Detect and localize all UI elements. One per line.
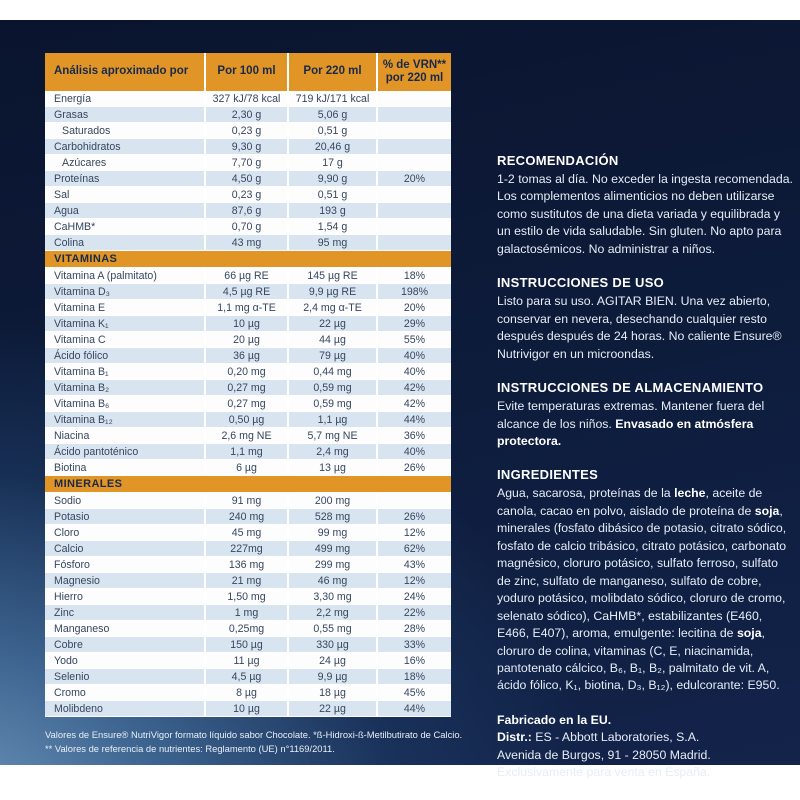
nutrient-name: Vitamina D₃ [45, 284, 205, 300]
vrn-percent-value: 26% [377, 460, 451, 476]
per-220ml-value: 299 mg [288, 557, 377, 573]
per-100ml-value: 6 µg [205, 460, 288, 476]
vrn-percent-value [377, 123, 451, 139]
per-100ml-value: 21 mg [205, 573, 288, 589]
section-header-label: MINERALES [45, 476, 451, 493]
per-100ml-value: 8 µg [205, 685, 288, 701]
per-100ml-value: 20 µg [205, 332, 288, 348]
footnote-line: Valores de Ensure® NutriVigor formato líquido sabor Chocolate. *ß-Hidroxi-ß-Metilbutirato de Calcio. [45, 729, 463, 740]
per-220ml-value: 24 µg [288, 653, 377, 669]
per-100ml-value: 0,25mg [205, 621, 288, 637]
vrn-percent-value: 26% [377, 509, 451, 525]
per-220ml-value: 18 µg [288, 685, 377, 701]
vrn-percent-value: 12% [377, 525, 451, 541]
table-row [45, 155, 451, 171]
vrn-percent-value: 42% [377, 396, 451, 412]
section-heading: INGREDIENTES [497, 467, 599, 483]
nutrition-table-container [45, 53, 463, 756]
table-row [45, 669, 451, 685]
per-220ml-value: 0,59 mg [288, 396, 377, 412]
table-row [45, 557, 451, 573]
per-220ml-value: 17 g [288, 155, 377, 171]
table-row [45, 171, 451, 187]
vrn-percent-value: 198% [377, 284, 451, 300]
per-100ml-value: 1 mg [205, 605, 288, 621]
vrn-percent-value [377, 203, 451, 219]
table-row [45, 203, 451, 219]
recommendation-section [497, 153, 793, 258]
per-100ml-value: 0,27 mg [205, 380, 288, 396]
table-row [45, 268, 451, 284]
per-100ml-value: 9,30 g [205, 139, 288, 155]
per-100ml-value: 1,1 mg [205, 444, 288, 460]
vrn-percent-value: 55% [377, 332, 451, 348]
vrn-percent-value: 16% [377, 653, 451, 669]
per-220ml-value: 22 µg [288, 701, 377, 717]
vrn-percent-value: 40% [377, 348, 451, 364]
nutrient-name: Cobre [45, 637, 205, 653]
vrn-percent-value [377, 219, 451, 235]
per-220ml-value: 1,1 µg [288, 412, 377, 428]
per-220ml-value: 5,7 mg NE [288, 428, 377, 444]
per-220ml-value: 193 g [288, 203, 377, 219]
footnote-line: ** Valores de referencia de nutrientes: Reglamento (UE) n°1169/2011. [45, 743, 335, 755]
vrn-percent-value: 18% [377, 669, 451, 685]
nutrition-table-body [45, 91, 451, 717]
per-220ml-value: 9,90 g [288, 171, 377, 187]
table-row [45, 509, 451, 525]
table-row [45, 444, 451, 460]
vrn-percent-value: 24% [377, 589, 451, 605]
per-220ml-value: 13 µg [288, 460, 377, 476]
table-row [45, 187, 451, 203]
vrn-percent-value: 43% [377, 557, 451, 573]
table-row [45, 139, 451, 155]
nutrient-name: Cloro [45, 525, 205, 541]
nutrient-name: Agua [45, 203, 205, 219]
section-paragraph: Evite temperaturas extremas. Mantener fuera del alcance de los niños. Envasado en atmósfera protectora. [497, 399, 765, 448]
usage-instructions-section [497, 275, 793, 363]
vrn-percent-value: 28% [377, 621, 451, 637]
per-100ml-value: 150 µg [205, 637, 288, 653]
table-row [45, 621, 451, 637]
per-220ml-value: 145 µg RE [288, 268, 377, 284]
table-row [45, 348, 451, 364]
section-paragraph: 1-2 tomas al día. No exceder la ingesta recomendada. Los complementos alimenticios no deben utilizarse como sustitutos de una dieta variada y equilibrada y un estilo de vida saludable. Sin gluten. No apto para galactosémicos. No administrar a niños. [497, 172, 793, 256]
nutrient-name: Vitamina B₁ [45, 364, 205, 380]
table-row [45, 685, 451, 701]
nutrient-name: Energía [45, 91, 205, 107]
per-100ml-value: 11 µg [205, 653, 288, 669]
vrn-percent-value: 44% [377, 412, 451, 428]
nutrition-facts-table [45, 53, 451, 717]
per-100ml-value: 4,5 µg [205, 669, 288, 685]
per-100ml-value: 0,50 µg [205, 412, 288, 428]
per-100ml-value: 4,5 µg RE [205, 284, 288, 300]
per-220ml-value: 9,9 µg [288, 669, 377, 685]
per-100ml-value: 0,23 g [205, 187, 288, 203]
per-220ml-value: 99 mg [288, 525, 377, 541]
per-220ml-value: 5,06 g [288, 107, 377, 123]
vrn-percent-value: 22% [377, 605, 451, 621]
nutrient-name: Vitamina A (palmitato) [45, 268, 205, 284]
vrn-percent-value [377, 107, 451, 123]
table-row [45, 525, 451, 541]
nutrient-name: Proteínas [45, 171, 205, 187]
table-row [45, 493, 451, 509]
per-220ml-value: 2,2 mg [288, 605, 377, 621]
nutrient-name: Saturados [45, 123, 205, 139]
column-header-per-220ml: Por 220 ml [288, 53, 377, 91]
per-220ml-value: 79 µg [288, 348, 377, 364]
per-220ml-value: 719 kJ/171 kcal [288, 91, 377, 107]
nutrient-name: Vitamina B₂ [45, 380, 205, 396]
per-100ml-value: 45 mg [205, 525, 288, 541]
nutrient-name: Yodo [45, 653, 205, 669]
per-220ml-value: 46 mg [288, 573, 377, 589]
table-row [45, 364, 451, 380]
nutrient-name: Vitamina B₁₂ [45, 412, 205, 428]
vrn-percent-value: 18% [377, 268, 451, 284]
per-100ml-value: 1,1 mg α-TE [205, 300, 288, 316]
per-220ml-value: 9,9 µg RE [288, 284, 377, 300]
per-100ml-value: 0,70 g [205, 219, 288, 235]
section-paragraph: Listo para su uso. AGITAR BIEN. Una vez abierto, conservar en nevera, desechando cualquier resto después después de 24 horas. No caliente Ensure® Nutrivigor en un microondas. [497, 294, 782, 361]
per-220ml-value: 0,55 mg [288, 621, 377, 637]
nutrient-name: Sal [45, 187, 205, 203]
per-220ml-value: 0,51 g [288, 123, 377, 139]
vrn-percent-value [377, 91, 451, 107]
table-row [45, 219, 451, 235]
nutrient-name: CaHMB* [45, 219, 205, 235]
nutrient-name: Vitamina E [45, 300, 205, 316]
nutrient-name: Colina [45, 235, 205, 251]
vrn-percent-value: 20% [377, 300, 451, 316]
table-row [45, 123, 451, 139]
table-row [45, 235, 451, 251]
per-220ml-value: 330 µg [288, 637, 377, 653]
section-paragraph: Exclusivamente para venta en España. [497, 765, 711, 780]
per-100ml-value: 36 µg [205, 348, 288, 364]
table-row [45, 332, 451, 348]
section-heading: INSTRUCCIONES DE USO [497, 275, 665, 291]
per-100ml-value: 327 kJ/78 kcal [205, 91, 288, 107]
per-100ml-value: 240 mg [205, 509, 288, 525]
per-220ml-value: 528 mg [288, 509, 377, 525]
nutrient-name: Ácido pantoténico [45, 444, 205, 460]
table-row [45, 316, 451, 332]
nutrient-name: Fósforo [45, 557, 205, 573]
per-100ml-value: 2,6 mg NE [205, 428, 288, 444]
nutrient-name: Carbohidratos [45, 139, 205, 155]
per-100ml-value: 0,23 g [205, 123, 288, 139]
per-100ml-value: 1,50 mg [205, 589, 288, 605]
nutrient-name: Vitamina B₆ [45, 396, 205, 412]
label-background-panel [0, 20, 800, 780]
nutrient-name: Niacina [45, 428, 205, 444]
table-row [45, 605, 451, 621]
vrn-percent-value: 40% [377, 364, 451, 380]
per-100ml-value: 0,27 mg [205, 396, 288, 412]
per-220ml-value: 2,4 mg α-TE [288, 300, 377, 316]
per-220ml-value: 20,46 g [288, 139, 377, 155]
section-paragraph: Avenida de Burgos, 91 - 28050 Madrid. [497, 747, 711, 762]
per-220ml-value: 44 µg [288, 332, 377, 348]
per-100ml-value: 227mg [205, 541, 288, 557]
manufacturer-section [497, 712, 793, 782]
per-100ml-value: 0,20 mg [205, 364, 288, 380]
per-100ml-value: 7,70 g [205, 155, 288, 171]
nutrient-name: Molibdeno [45, 701, 205, 717]
per-220ml-value: 1,54 g [288, 219, 377, 235]
nutrient-name: Sodio [45, 493, 205, 509]
per-220ml-value: 0,51 g [288, 187, 377, 203]
section-paragraph: Agua, sacarosa, proteínas de la leche, aceite de canola, cacao en polvo, aislado de proteína de soja, minerales (fosfato dibásico de potasio, citrato sódico, fosfato de calcio tribásico, citrato potásico, carbonato magnésico, cloruro potásico, sulfato ferroso, sulfato de zinc, sulfato de manganeso, sulfato de cobre, yoduro potásico, molibdato sódico, cloruro de cromo, selenato sódico), CaHMB*, estabilizantes (E460, E466, E407), aroma, emulgente: lecitina de soja, cloruro de colina, vitaminas (C, E, niacinamida, pantotenato cálcico, B₆, B₁, B₂, palmitato de vit. A, ácido fólico, K₁, biotina, D₃, B₁₂), edulcorante: E950. [497, 486, 787, 693]
table-row [45, 589, 451, 605]
vrn-percent-value: 36% [377, 428, 451, 444]
table-row [45, 637, 451, 653]
table-row [45, 428, 451, 444]
column-header-analysis: Análisis aproximado por [45, 53, 205, 91]
per-100ml-value: 10 µg [205, 701, 288, 717]
nutrient-name: Biotina [45, 460, 205, 476]
nutrient-name: Vitamina K₁ [45, 316, 205, 332]
table-row [45, 380, 451, 396]
vrn-percent-value: 40% [377, 444, 451, 460]
section-heading: RECOMENDACIÓN [497, 153, 619, 168]
per-100ml-value: 136 mg [205, 557, 288, 573]
per-100ml-value: 10 µg [205, 316, 288, 332]
table-row [45, 541, 451, 557]
table-row [45, 573, 451, 589]
vrn-percent-value [377, 155, 451, 171]
nutrient-name: Selenio [45, 669, 205, 685]
per-100ml-value: 91 mg [205, 493, 288, 509]
nutrient-name: Ácido fólico [45, 348, 205, 364]
per-220ml-value: 3,30 mg [288, 589, 377, 605]
table-section-header [45, 476, 451, 493]
per-100ml-value: 43 mg [205, 235, 288, 251]
nutrient-name: Potasio [45, 509, 205, 525]
table-row [45, 701, 451, 717]
nutrition-table-header [45, 53, 451, 91]
section-paragraph: Distr.: ES - Abbott Laboratories, S.A. [497, 730, 700, 745]
column-header-vrn-percent: % de VRN** por 220 ml [377, 53, 451, 91]
vrn-percent-value: 44% [377, 701, 451, 717]
info-column [497, 153, 793, 799]
per-220ml-value: 95 mg [288, 235, 377, 251]
table-row [45, 412, 451, 428]
per-220ml-value: 22 µg [288, 316, 377, 332]
nutrient-name: Manganeso [45, 621, 205, 637]
nutrient-name: Grasas [45, 107, 205, 123]
nutrient-name: Magnesio [45, 573, 205, 589]
vrn-percent-value: 12% [377, 573, 451, 589]
per-100ml-value: 2,30 g [205, 107, 288, 123]
per-100ml-value: 4,50 g [205, 171, 288, 187]
vrn-percent-value: 20% [377, 171, 451, 187]
vrn-percent-value [377, 235, 451, 251]
table-row [45, 107, 451, 123]
per-220ml-value: 499 mg [288, 541, 377, 557]
table-row [45, 284, 451, 300]
vrn-percent-value [377, 139, 451, 155]
ingredients-section [497, 467, 793, 694]
section-heading: INSTRUCCIONES DE ALMACENAMIENTO [497, 380, 764, 396]
per-100ml-value: 66 µg RE [205, 268, 288, 284]
vrn-percent-value [377, 187, 451, 203]
table-row [45, 300, 451, 316]
section-paragraph: Fabricado en la EU. [497, 712, 612, 727]
section-header-label: VITAMINAS [45, 251, 451, 268]
per-220ml-value: 2,4 mg [288, 444, 377, 460]
per-100ml-value: 87,6 g [205, 203, 288, 219]
nutrient-name: Zinc [45, 605, 205, 621]
per-220ml-value: 0,44 mg [288, 364, 377, 380]
vrn-percent-value: 33% [377, 637, 451, 653]
nutrient-name: Vitamina C [45, 332, 205, 348]
per-220ml-value: 0,59 mg [288, 380, 377, 396]
nutrient-name: Azúcares [45, 155, 205, 171]
per-220ml-value: 200 mg [288, 493, 377, 509]
vrn-percent-value [377, 493, 451, 509]
storage-instructions-section [497, 380, 793, 450]
nutrient-name: Cromo [45, 685, 205, 701]
table-row [45, 91, 451, 107]
table-row [45, 396, 451, 412]
footnotes [45, 728, 485, 756]
vrn-percent-value: 29% [377, 316, 451, 332]
nutrient-name: Hierro [45, 589, 205, 605]
column-header-per-100ml: Por 100 ml [205, 53, 288, 91]
table-row [45, 460, 451, 476]
vrn-percent-value: 45% [377, 685, 451, 701]
vrn-percent-value: 42% [377, 380, 451, 396]
table-section-header [45, 251, 451, 268]
vrn-percent-value: 62% [377, 541, 451, 557]
table-row [45, 653, 451, 669]
nutrient-name: Calcio [45, 541, 205, 557]
